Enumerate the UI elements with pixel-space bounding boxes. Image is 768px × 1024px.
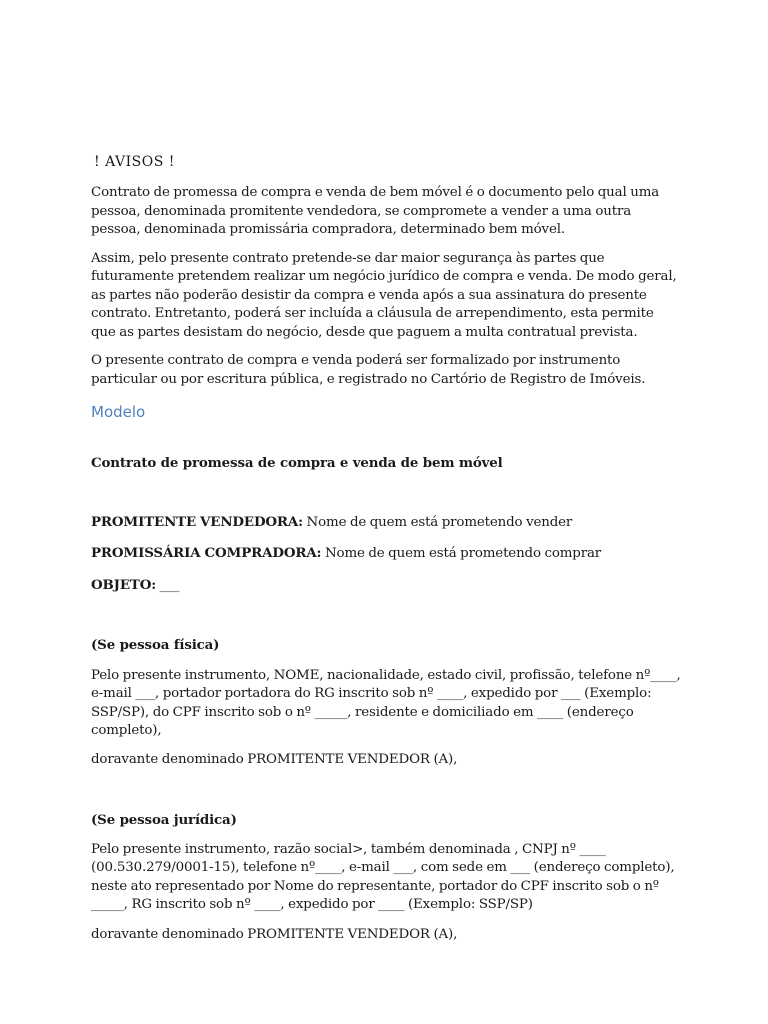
intro-paragraph-2: Assim, pelo presente contrato pretende-se dar maior segurança às partes que futuramente pretendem realizar um negócio jurídico de compra e venda. De modo geral, as partes não poderão desistir da compra e venda após a sua assinatura do presente contrato. Entretanto, poderá ser incluída a cláusula de arrependimento, esta permite que as partes desistam do negócio, desde que paguem a multa contratual prevista.	[91, 250, 677, 340]
party-vendedora	[91, 513, 681, 533]
party-compradora	[91, 544, 681, 564]
pessoa-juridica-text: Pelo presente instrumento, razão social>, também denominada , CNPJ nº ____ (00.530.279/0001-15), telefone nº____, e-mail ___, com sede em ___ (endereço completo), neste ato representado por Nome do representante, portador do CPF inscrito sob o nº _____, RG inscrito sob nº ____, expedido por ____ (Exemplo: SSP/SP)	[91, 841, 675, 912]
pessoa-fisica-text: Pelo presente instrumento, NOME, nacionalidade, estado civil, profissão, telefone nº____, e-mail ___, portador portadora do RG inscrito sob nº ____, expedido por ___ (Exemplo: SSP/SP), do CPF inscrito sob o nº _____, residente e domiciliado em ____ (endereço completo),	[91, 667, 681, 738]
compradora-label: PROMISSÁRIA COMPRADORA:	[91, 545, 322, 561]
vendedora-label: PROMITENTE VENDEDORA:	[91, 513, 303, 530]
objeto-value: ___	[156, 577, 180, 593]
objeto-label: OBJETO:	[91, 576, 157, 593]
contract-title: Contrato de promessa de compra e venda de bem móvel	[91, 455, 503, 471]
intro-paragraph-3: O presente contrato de compra e venda poderá ser formalizado por instrumento particular ou por escritura pública, e registrado no Cartório de Registro de Imóveis.	[91, 353, 646, 387]
modelo-heading: Modelo	[91, 403, 146, 421]
compradora-value: Nome de quem está prometendo comprar	[321, 546, 602, 561]
intro-paragraph-1: Contrato de promessa de compra e venda de bem móvel é o documento pelo qual uma pessoa, denominada promitente vendedora, se compromete a vender a uma outra pessoa, denominada promissária compradora, determinado bem móvel.	[91, 185, 660, 237]
objeto	[91, 576, 681, 596]
pessoa-juridica-title: (Se pessoa jurídica)	[91, 812, 237, 828]
document-page	[91, 150, 681, 944]
avisos-heading: ! AVISOS !	[94, 154, 175, 170]
pessoa-juridica-denominado: doravante denominado PROMITENTE VENDEDOR (A),	[91, 926, 458, 942]
pessoa-fisica-title: (Se pessoa física)	[91, 637, 220, 653]
vendedora-value: Nome de quem está prometendo vender	[302, 514, 573, 530]
pessoa-fisica-denominado: doravante denominado PROMITENTE VENDEDOR (A),	[91, 751, 458, 767]
